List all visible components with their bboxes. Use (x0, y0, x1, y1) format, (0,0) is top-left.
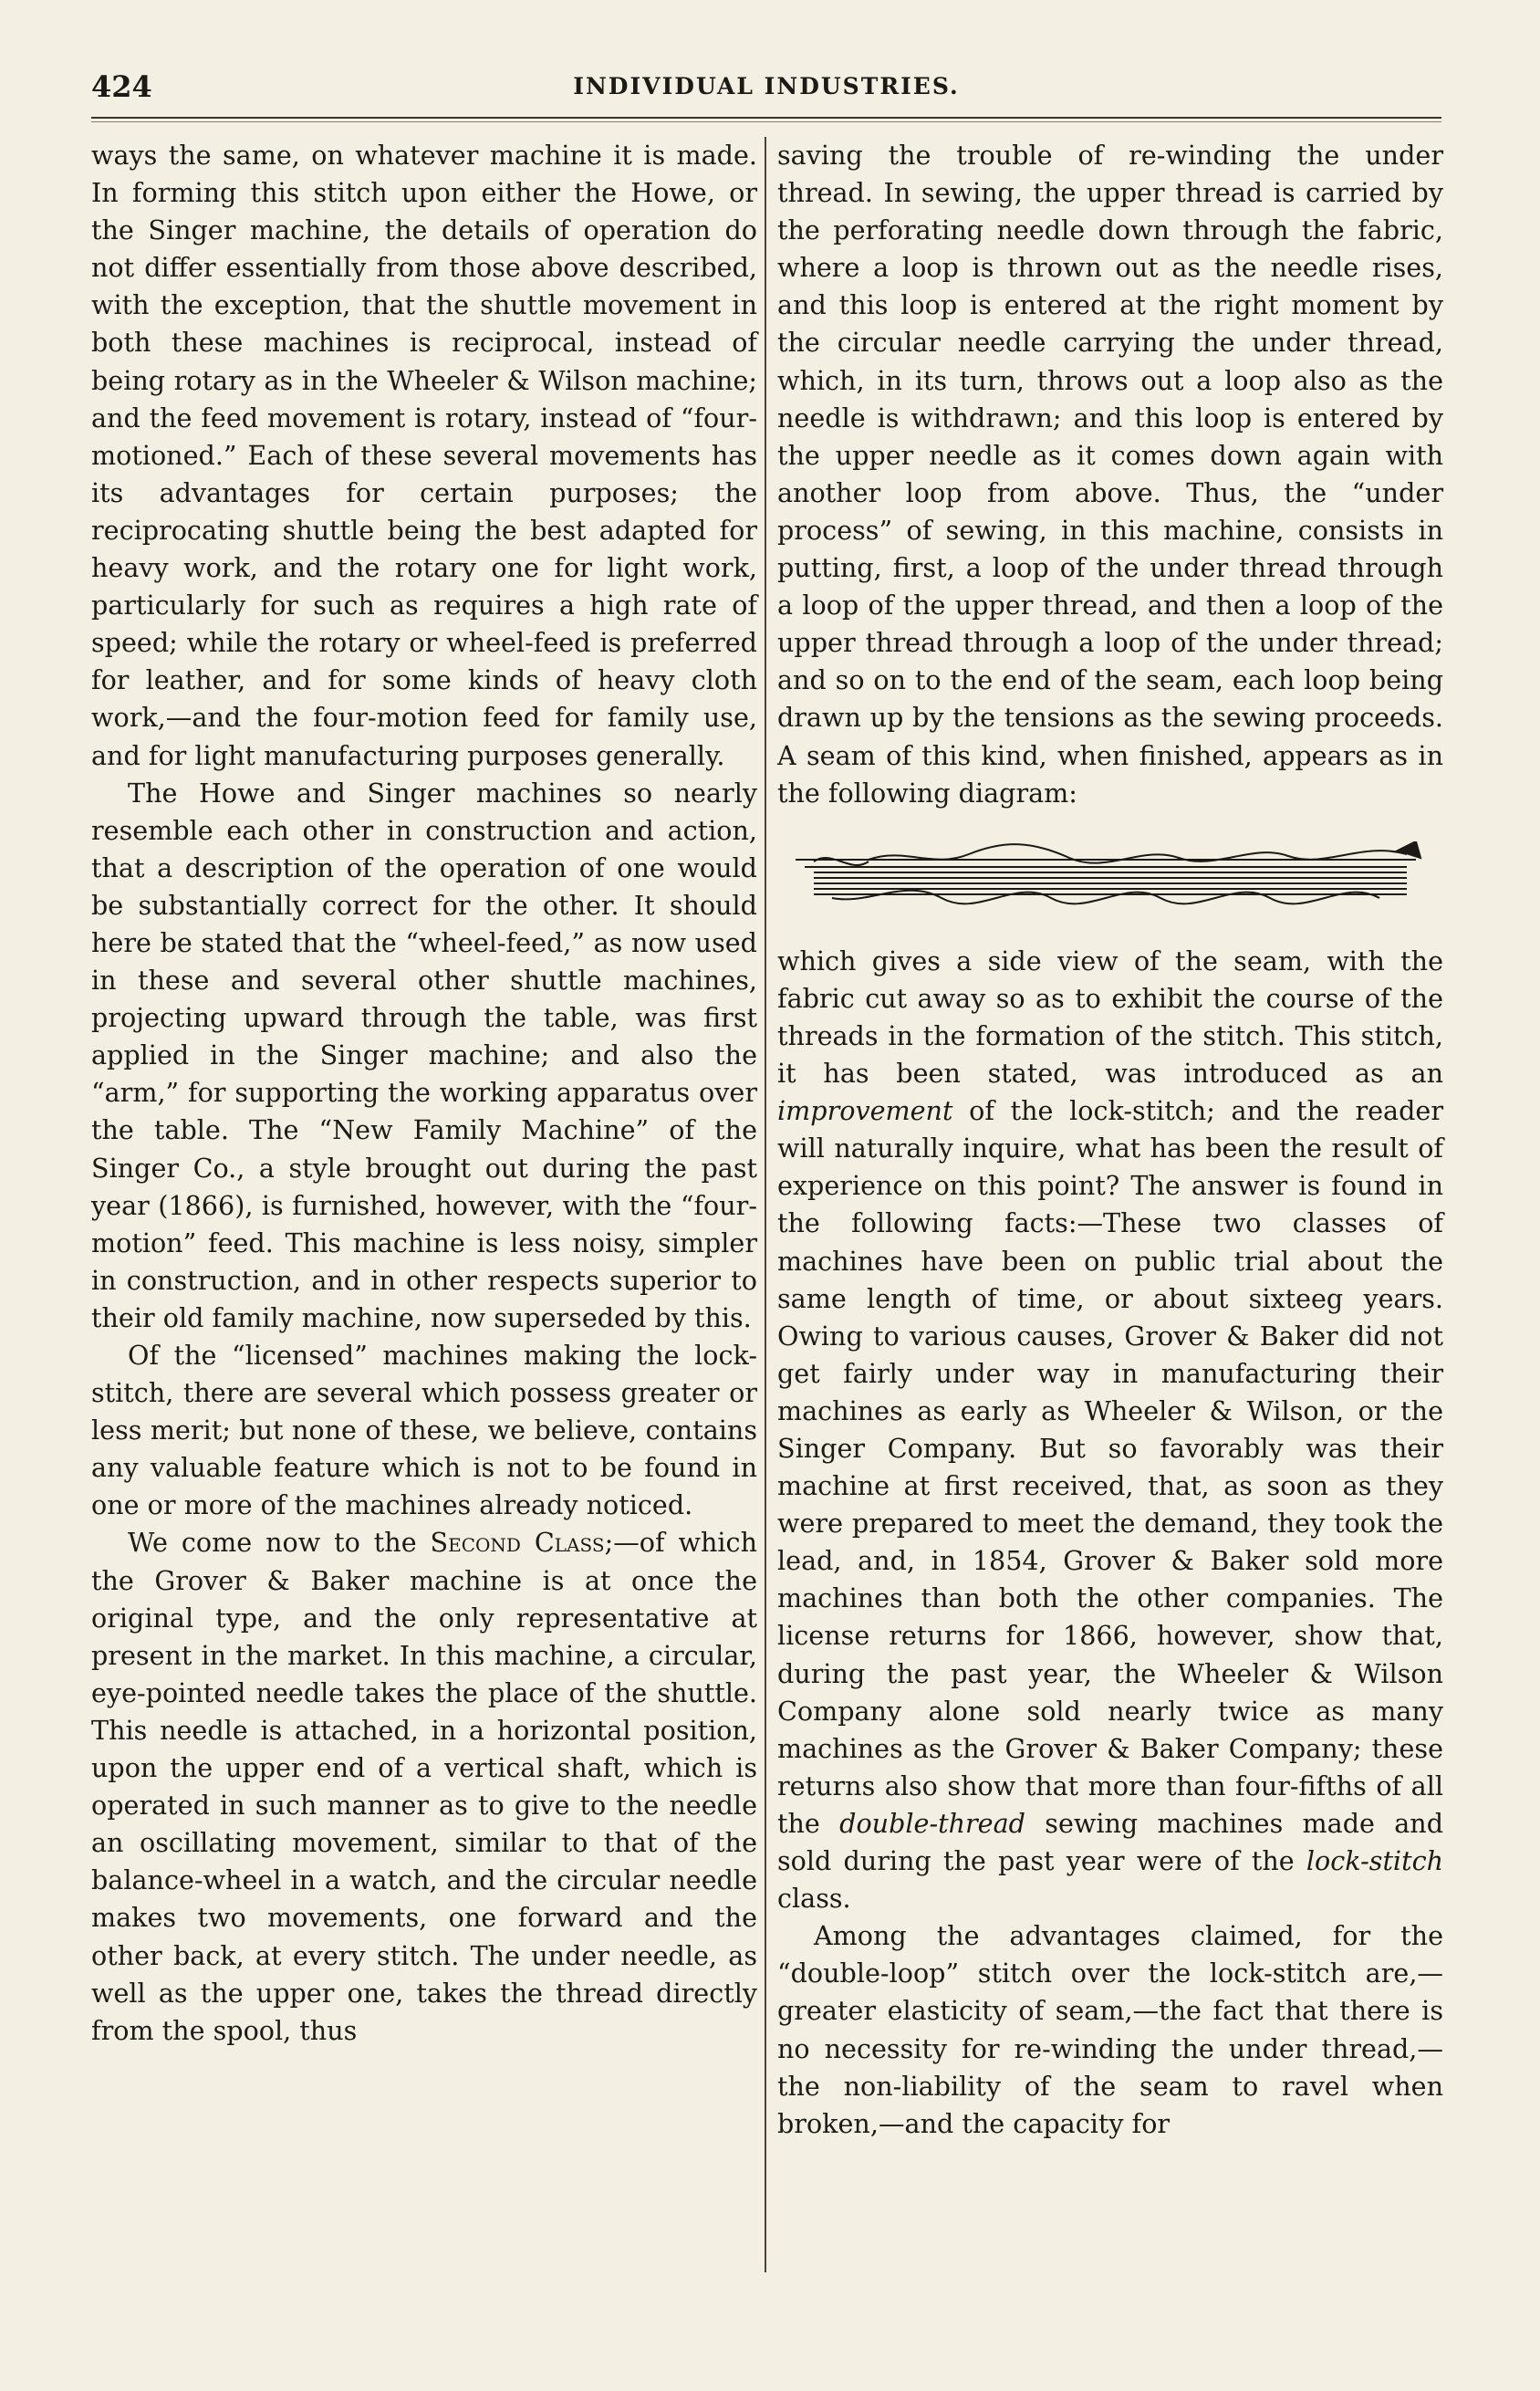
text-run: class. (777, 1883, 851, 1915)
text-run: which gives a side view of the seam, with the fabric cut away so as to exhibit the course of the threads in the formation of the stitch. This stitch, it has been stated, was introduced as an (777, 945, 1443, 1090)
header-rule-thin (91, 121, 1441, 122)
right-column (777, 137, 1443, 2143)
page-number: 424 (91, 69, 152, 104)
paragraph (777, 943, 1443, 1917)
paragraph: saving the trouble of re-winding the under thread. In sewing, the upper thread is carried by the perforating needle down through the fabric, where a loop is thrown out as the needle rises, and this loop is entered at the right moment by the circular needle carrying the under thread, which, in its turn, throws out a loop also as the needle is withdrawn; and this loop is entered by the upper needle as it comes down again with another loop from above. Thus, the “under process” of sewing, in this machine, consists in putting, first, a loop of the under thread through a loop of the upper thread, and then a loop of the upper thread through a loop of the under thread; and so on to the end of the seam, each loop being drawn up by the tensions as the sewing proceeds. A seam of this kind, when finished, appears as in the following diagram: (777, 140, 1443, 809)
emphasis: lock-stitch (1306, 1845, 1443, 1877)
text-run: ;—of which the Grover & Baker machine is at once the original type, and the only representative at present in the market. In this machine, a circular, eye-pointed needle takes the place of the shuttle. This needle is attached, in a horizontal position, upon the upper end of a vertical shaft, which is operated in such manner as to give to the needle an oscillating movement, similar to that of the balance-wheel in a watch, and the circular needle makes two movements, one forward and the other back, at every stitch. The under needle, as well as the upper one, takes the thread directly from the spool, thus (91, 1527, 757, 2046)
emphasis: improvement (777, 1095, 953, 1127)
header-rule (91, 117, 1441, 119)
text-run: sewing machines made and sold during the past year were of the (777, 1807, 1443, 1877)
emphasis: double-thread (839, 1807, 1025, 1839)
paragraph: ways the same, on whatever machine it is made. In forming this stitch upon either the Howe, or the Singer machine, the details of operation do not differ essentially from those above described, with the exception, that the shuttle movement in both these machines is reciprocal, instead of being rotary as in the Wheeler & Wilson machine; and the feed movement is rotary, instead of “four-motioned.” Each of these several movements has its advantages for certain purposes; the reciprocating shuttle being the best adapted for heavy work, and the rotary one for light work, particularly for such as requires a high rate of speed; while the rotary or wheel-feed is preferred for leather, and for some kinds of heavy cloth work,—and the four-motion feed for family use, and for light manufacturing purposes generally. (91, 140, 757, 771)
seam-diagram (777, 841, 1443, 914)
paragraph: The Howe and Singer machines so nearly resemble each other in construction and action, that a description of the operation of one would be substantially correct for the other. It should here be stated that the “wheel-feed,” as now used in these and several other shuttle machines, projecting upward through the table, was first applied in the Singer machine; and also the “arm,” for supporting the working apparatus over the table. The “New Family Machine” of the Singer Co., a style brought out during the past year (1866), is furnished, however, with the “four-motion” feed. This machine is less noisy, simpler in construction, and in other respects superior to their old family machine, now superseded by this. (91, 777, 757, 1333)
second-class-heading: Second Class (430, 1527, 605, 1559)
column-divider (765, 137, 766, 2272)
page-header (91, 69, 1441, 110)
running-title: INDIVIDUAL INDUSTRIES. (573, 73, 960, 99)
thread-end (1398, 841, 1420, 858)
paragraph: Among the advantages claimed, for the “double-loop” stitch over the lock-stitch are,—greater elasticity of seam,—the fact that there is no necessity for re-winding the under thread,—the non-liability of the seam to ravel when broken,—and the capacity for (777, 1920, 1443, 2139)
paragraph (91, 1524, 757, 2049)
left-column (91, 137, 757, 2050)
text-run: We come now to the (128, 1527, 431, 1559)
text-run: of the lock-stitch; and the reader will naturally inquire, what has been the result of experience on this point? The answer is found in the following facts:—These two classes of machines have been on public trial about the same length of time, or about sixteeg years. Owing to various causes, Grover & Baker did not get fairly under way in manufacturing their machines as early as Wheeler & Wilson, or the Singer Company. But so favorably was their machine at first received, that, as soon as they were prepared to meet the demand, they took the lead, and, in 1854, Grover & Baker sold more machines than both the other companies. The license returns for 1866, however, show that, during the past year, the Wheeler & Wilson Company alone sold nearly twice as many machines as the Grover & Baker Company; these returns also show that more than four-fifths of all the (777, 1095, 1443, 1839)
under-thread-loop (832, 890, 1379, 903)
paragraph: Of the “licensed” machines making the lock-stitch, there are several which possess greater or less merit; but none of these, we believe, contains any valuable feature which is not to be found in one or more of the machines already noticed. (91, 1340, 757, 1521)
